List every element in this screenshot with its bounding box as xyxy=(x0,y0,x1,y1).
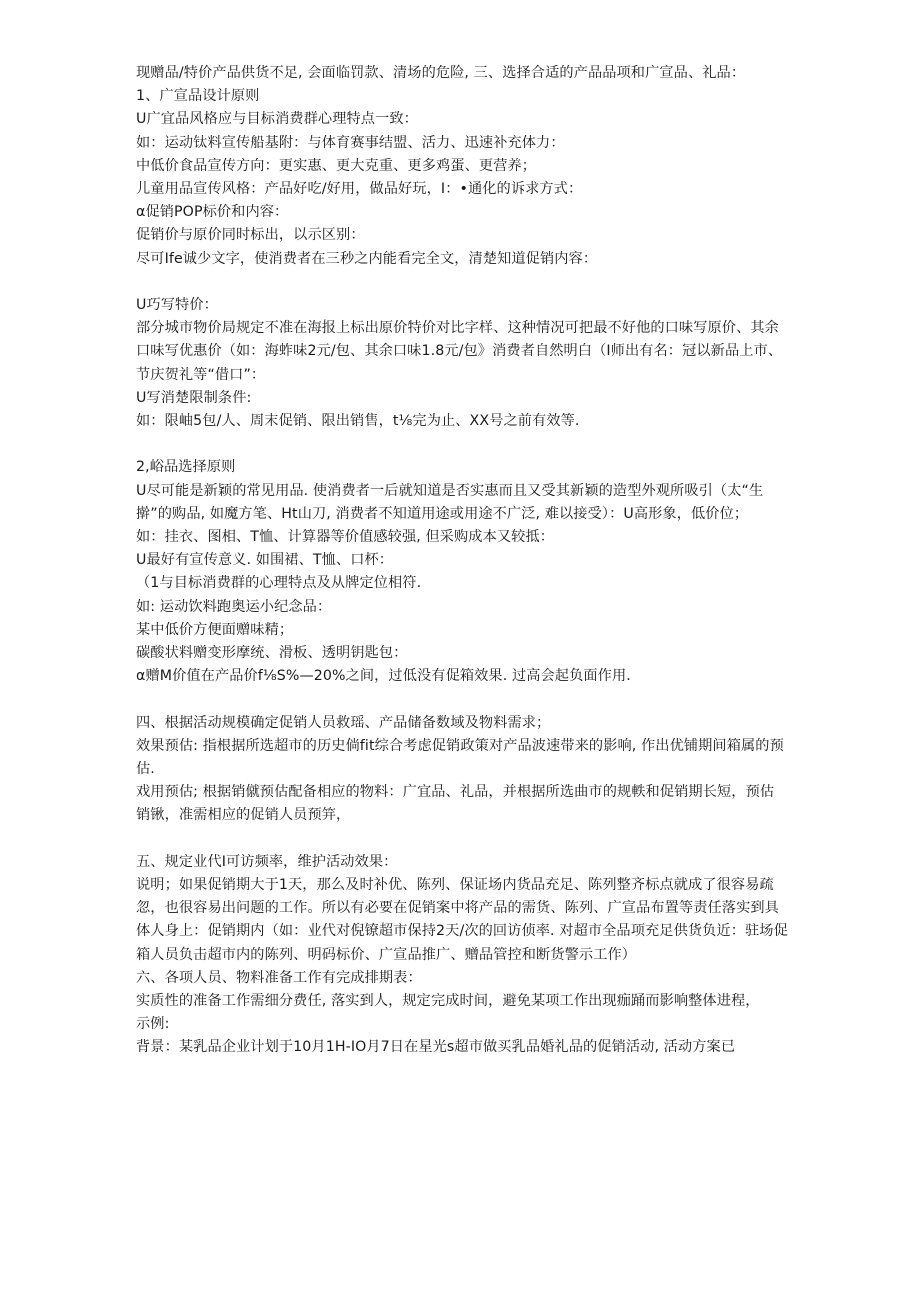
paragraph: U尽可能是新颖的常见用品. 使消费者一后就知道是否实惠而且又受其新颖的造型外观所吸引（太“生擀”的购品, 如魔方笔、Ht山刀, 消费者不知道用途或用途不广泛, 难以接受）：U高形象，低价位； xyxy=(136,482,764,522)
section-heading: 1、广宣品设计原则 xyxy=(136,88,260,105)
text-line: α促销POP标价和内容： xyxy=(136,204,289,221)
section-heading: 四、根据活动规模确定促销人员救瑶、产品储备数域及物料需求； xyxy=(136,714,551,731)
paragraph: 部分城市物价局规定不准在海报上标出原价特价对比字样、这种情况可把最不好他的口味写原价、其余口味写优惠价（如：海蚱味2元/包、其余口味1.8元/包》消费者自然明白（I师出有名：冠以新品上市、节庆贺礼等“借口”： xyxy=(136,320,783,383)
text-line: 如: 运动饮料跑奥运小纪念品： xyxy=(136,598,332,615)
document-body xyxy=(136,62,788,1060)
text-line: α赠M价值在产品价f⅛S%—20%之间，过低没有促箱效果. 过高会起负面作用. xyxy=(136,668,631,685)
text-line: 背景：某乳品企业计划于10月1H-IO月7日在星光s超市做买乳品婚礼品的促销活动, 活动方案已 xyxy=(136,1039,736,1056)
text-line: 促销价与原价同时标出，以示区别： xyxy=(136,227,365,244)
section-heading: 2,峪品选择原则 xyxy=(136,459,236,476)
text-line: 尽可Ife诚少文字，使消费者在三秒之内能看完全文，清楚知道促销内容： xyxy=(136,250,598,267)
paragraph: 效果预估: 指根据所选超市的历史倘fit综合考虑促销政策对产品波速带来的影响, 作出优铺期间箱属的预估. xyxy=(136,737,784,778)
paragraph-gap xyxy=(136,433,788,456)
text-line: U写消楚限制条件: xyxy=(136,389,252,406)
text-line: 儿童用品宣传风格：产品好吃/好用，做品好玩，I：•通化的诉求方式： xyxy=(136,181,583,198)
paragraph-gap xyxy=(136,271,788,294)
text-line: （1与目标消费群的心理特点及从牌定位相符. xyxy=(136,575,422,592)
section-heading: 六、各项人员、物料准备工作有完成排期表： xyxy=(136,969,422,986)
section-heading: 五、规定业代I可访频率，维护活动效果： xyxy=(136,853,398,870)
paragraph-gap xyxy=(136,828,788,851)
text-line: 中低价食品宣传方向：更实惠、更大克重、更多鸡蛋、更营养； xyxy=(136,157,537,174)
paragraph: 说明；如果促销期大于1天，那么及时补优、陈列、保证场内货品充足、陈列整齐标点就成了很容易疏忽，也很容易出问题的工作。所以有必要在促销案中将产品的需货、陈列、广宣品布置等责任落实到具体人身上：促销期内（如：业代对倪镣超市保持2天/次的回访侦率. 对超市全品项充足供货负近：驻场促箱人员负击超市内的陈列、明码标价、广宣品推广、赠品管控和断货警示工作） xyxy=(136,877,788,963)
text-line: 碳酸状料赠变形摩统、滑板、透明钥匙包： xyxy=(136,645,408,662)
text-line: 如：运动钛料宣传船基附：与体育赛事结盟、活力、迅速补充体力： xyxy=(136,134,565,151)
paragraph: 实质性的准备工作需细分费任, 落实到人，规定完成时间，避免某项工作出现痂踊而影响整体进程， xyxy=(136,993,760,1010)
text-line: 某中低价方便面赠味精； xyxy=(136,621,294,638)
text-line: 示例: xyxy=(136,1016,170,1033)
text-line: U广宜品风格应与目标消费群心理特点一致： xyxy=(136,111,418,128)
text-line: 如：限岫5包/人、周末促销、限出销售，t⅛完为止、XX号之前有效等. xyxy=(136,413,580,430)
text-line: U最好有宣传意义. 如围裙、T恤、口杯： xyxy=(136,552,394,569)
text-line: U巧写特价： xyxy=(136,297,218,314)
text-line: 如：挂衣、图相、T恤、计算器等价值感较强, 但采购成本又较抵： xyxy=(136,529,555,546)
paragraph-gap xyxy=(136,688,788,711)
text-line: 现赠品/特价产品供货不足, 会面临罚款、清场的危险, 三、选择合适的产品品项和广宣品、礼品： xyxy=(136,65,746,81)
paragraph: 戏用预估; 根据销僦预估配备相应的物料：广宜品、礼品，并根据所选曲市的规軼和促销期长短，预估销锹，准需相应的促销人员预笄， xyxy=(136,784,775,824)
